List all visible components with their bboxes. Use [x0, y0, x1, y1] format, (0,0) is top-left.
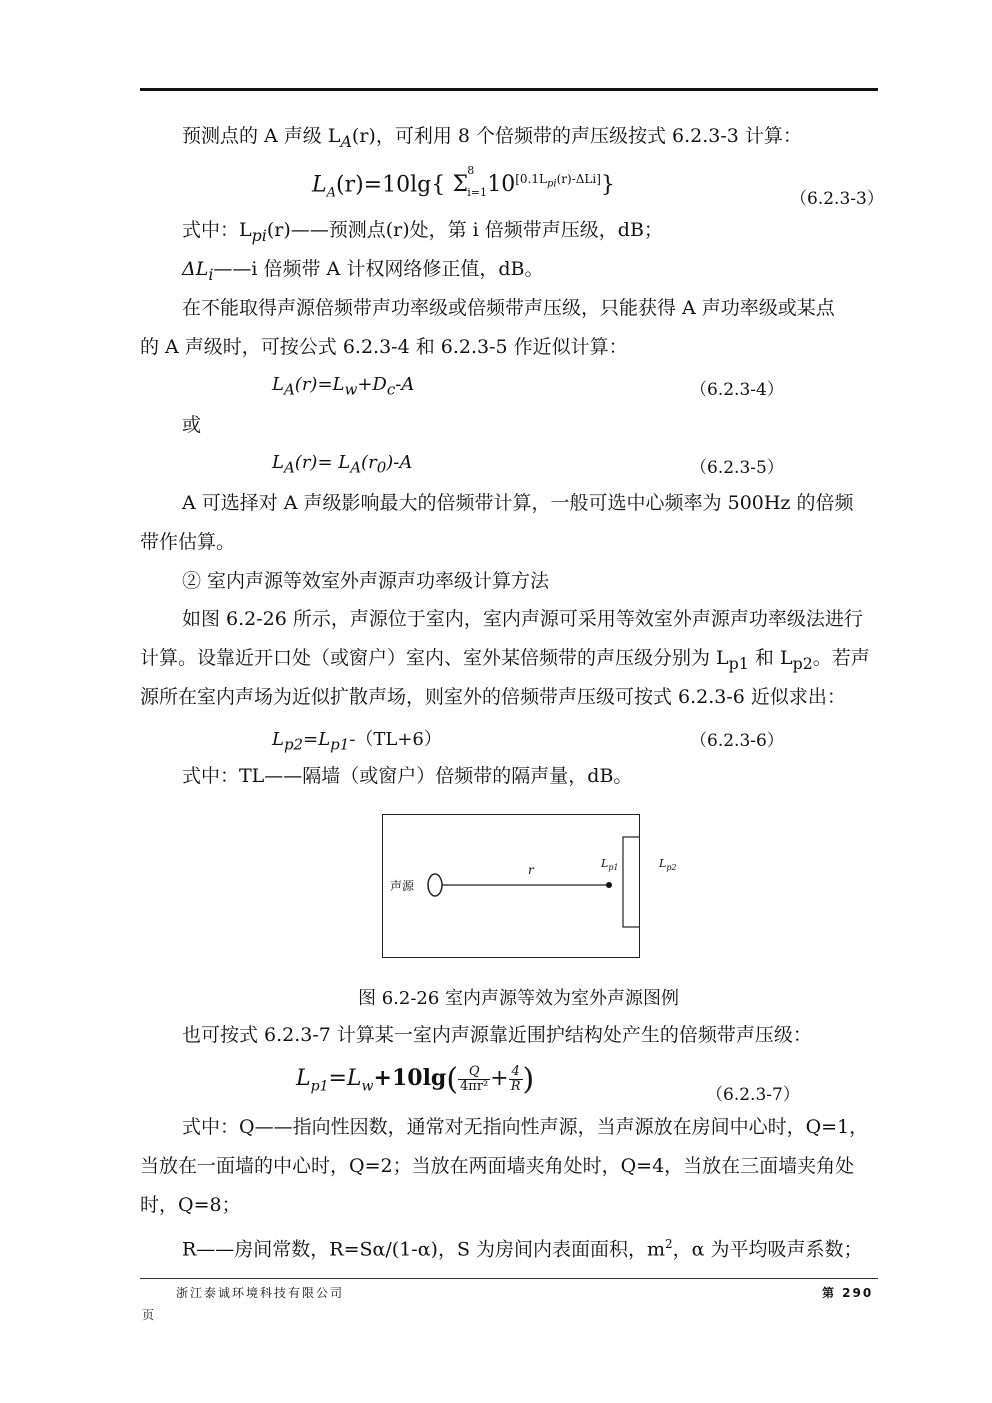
paragraph-where-tl: 式中：TL——隔墙（或窗户）倍频带的隔声量，dB。	[182, 765, 633, 787]
lp1-label: $L_{p1}$	[601, 857, 619, 873]
source-label: 声源	[390, 879, 415, 893]
footer-page-suffix: 页	[142, 1308, 157, 1322]
equation-number-6-2-3-5: （6.2.3-5）	[690, 458, 784, 478]
paragraph-room-constant: R——房间常数，R=Sα/(1-α)，S 为房间内表面面积，$m^2$，α 为平均吸声系数；	[182, 1237, 863, 1261]
footer-page-number: 第 290	[822, 1286, 874, 1300]
paragraph-q-line3: 时，Q=8；	[140, 1194, 241, 1216]
header-rule	[140, 88, 878, 91]
equation-6-2-3-4: $L_A(r)=L_w+D_c-A$	[272, 374, 415, 399]
equation-6-2-3-6: $L_{p2}=L_{p1}-(TL+6)$	[272, 729, 442, 754]
source-circle	[428, 874, 442, 896]
distance-label: r	[528, 863, 534, 877]
equation-number-6-2-3-3: （6.2.3-3）	[790, 189, 884, 209]
paragraph-a-choice-line1: A 可选择对 A 声级影响最大的倍频带计算，一般可选中心频率为 500Hz 的倍频	[182, 492, 854, 514]
paragraph-indoor-line3: 源所在室内声场为近似扩散声场，则室外的倍频带声压级可按式 6.2.3-6 近似求出：	[140, 686, 846, 708]
equation-6-2-3-7: $L_{p1}=L_w+10\lg(\frac{Q}{\text{4πr²}}+\frac{4}{R})$	[296, 1062, 535, 1097]
equation-number-6-2-3-7: （6.2.3-7）	[706, 1085, 800, 1105]
paragraph-q-line2: 当放在一面墙的中心时，Q=2；当放在两面墙夹角处时，Q=4，当放在三面墙夹角处	[140, 1155, 855, 1177]
paragraph-intro: 预测点的 A 声级 $L_A(r)$，可利用 8 个倍频带的声压级按式 6.2.3-3 计算：	[182, 125, 802, 151]
figure-indoor-source-diagram	[382, 814, 677, 958]
wall-rectangle	[623, 837, 639, 927]
lp2-label: $L_{p2}$	[659, 857, 677, 873]
paragraph-indoor-line2: 计算。设靠近开口处（或窗户）室内、室外某倍频带的声压级分别为 $L_{p1}$ 和 $L_{p2}$。若声	[140, 647, 870, 673]
point-lp1	[606, 882, 612, 888]
equation-number-6-2-3-6: （6.2.3-6）	[690, 731, 784, 751]
paragraph-approx-line2: 的 A 声级时，可按公式 6.2.3-4 和 6.2.3-5 作近似计算：	[140, 336, 628, 358]
figure-drawing	[383, 815, 639, 957]
footer-company: 浙江泰诚环境科技有限公司	[176, 1286, 345, 1300]
paragraph-where-lpi: 式中：$L_{pi}(r)——$预测点(r)处，第 i 倍频带声压级，dB；	[182, 219, 663, 245]
figure-caption: 图 6.2-26 室内声源等效为室外声源图例	[358, 988, 680, 1009]
footer-rule	[140, 1278, 878, 1279]
paragraph-approx-line1: 在不能取得声源倍频带声功率级或倍频带声压级，只能获得 A 声功率级或某点	[182, 297, 835, 319]
word-or: 或	[182, 414, 202, 436]
paragraph-a-choice-line2: 带作估算。	[140, 531, 236, 553]
paragraph-q-line1: 式中：Q——指向性因数，通常对无指向性声源，当声源放在房间中心时，Q=1，	[182, 1116, 869, 1138]
equation-6-2-3-3: $L_A(r)=10\lg${ Σ 8 i=1 10[0.1Lpi(r)-ΔLi]}	[312, 164, 615, 201]
equation-number-6-2-3-4: （6.2.3-4）	[690, 380, 784, 400]
section-heading-indoor-source: ② 室内声源等效室外声源声功率级计算方法	[182, 570, 550, 592]
paragraph-formula-7-intro: 也可按式 6.2.3-7 计算某一室内声源靠近围护结构处产生的倍频带声压级：	[182, 1024, 812, 1046]
paragraph-delta-li: $\Delta L_i——i$ 倍频带 A 计权网络修正值，dB。	[182, 258, 544, 284]
paragraph-indoor-line1: 如图 6.2-26 所示，声源位于室内，室内声源可采用等效室外声源声功率级法进行	[182, 608, 863, 630]
equation-6-2-3-5: $L_A(r)= L_A(r_0)-A$	[272, 452, 413, 477]
